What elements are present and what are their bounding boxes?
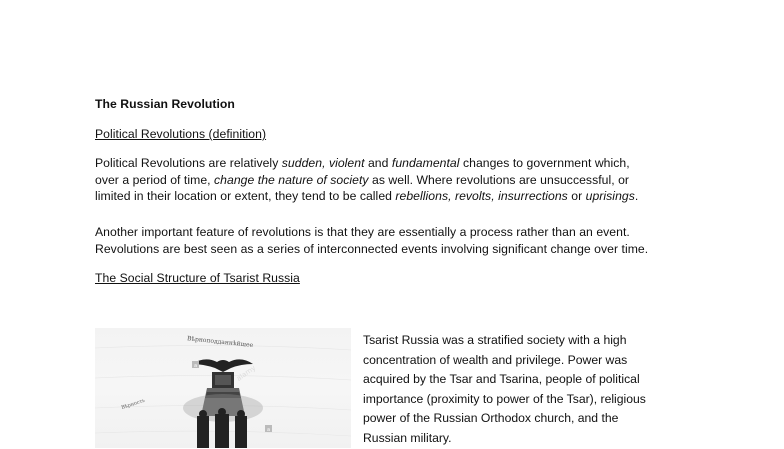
text-run: and (364, 156, 392, 170)
text-run-italic: fundamental (391, 156, 460, 170)
svg-text:Вѣрность: Вѣрность (120, 397, 146, 412)
text-run: Political Revolutions are relatively (95, 156, 282, 170)
paragraph-process (95, 224, 648, 257)
text-run: limited in their location or extent, they tend to be called (95, 189, 396, 203)
paragraph-line: acquired by the Tsar and Tsarina, people of political (363, 372, 640, 387)
paragraph-line: importance (proximity to power of the Tsar), religious (363, 391, 646, 406)
text-run: . (634, 189, 639, 203)
text-run: over a period of time, (95, 172, 215, 187)
document-title: The Russian Revolution (95, 97, 235, 111)
text-run-italic: sudden, violent (281, 156, 365, 170)
svg-text:alamy: alamy (235, 363, 258, 383)
text-run-italic: change the nature of society (214, 172, 369, 187)
text-run: changes to government which, (459, 156, 630, 170)
svg-text:a: a (194, 363, 198, 369)
paragraph-line (95, 172, 638, 189)
paragraph-line: concentration of wealth and privilege. Power was (363, 352, 628, 367)
text-run-italic: uprisings (585, 189, 635, 203)
engraving-illustration (95, 328, 351, 448)
paragraph-definition (95, 155, 638, 205)
section-heading-social-structure: The Social Structure of Tsarist Russia (95, 271, 300, 285)
text-run-italic: rebellions, revolts, insurrections (395, 189, 568, 203)
section-heading-political-revolutions: Political Revolutions (definition) (95, 127, 267, 141)
paragraph-line (95, 188, 638, 205)
paragraph-line: Russian military. (363, 430, 452, 445)
paragraph-line (95, 155, 638, 172)
svg-text:Вѣрноподданнѣйшее: Вѣрноподданнѣйшее (186, 335, 254, 350)
svg-text:a: a (267, 427, 271, 433)
text-run: as well. Where revolutions are unsuccessful, or (368, 172, 630, 187)
paragraph-tsarist-society (363, 331, 646, 449)
tsarist-pyramid-image (95, 328, 351, 448)
paragraph-line: Revolutions are best seen as a series of interconnected events involving significant change over time. (95, 241, 649, 256)
paragraph-line: Another important feature of revolutions is that they are essentially a process rather than an event. (95, 225, 630, 239)
paragraph-line: power of the Russian Orthodox church, and the (363, 411, 619, 426)
paragraph-line: Tsarist Russia was a stratified society with a high (363, 333, 627, 347)
text-run: or (567, 189, 586, 203)
